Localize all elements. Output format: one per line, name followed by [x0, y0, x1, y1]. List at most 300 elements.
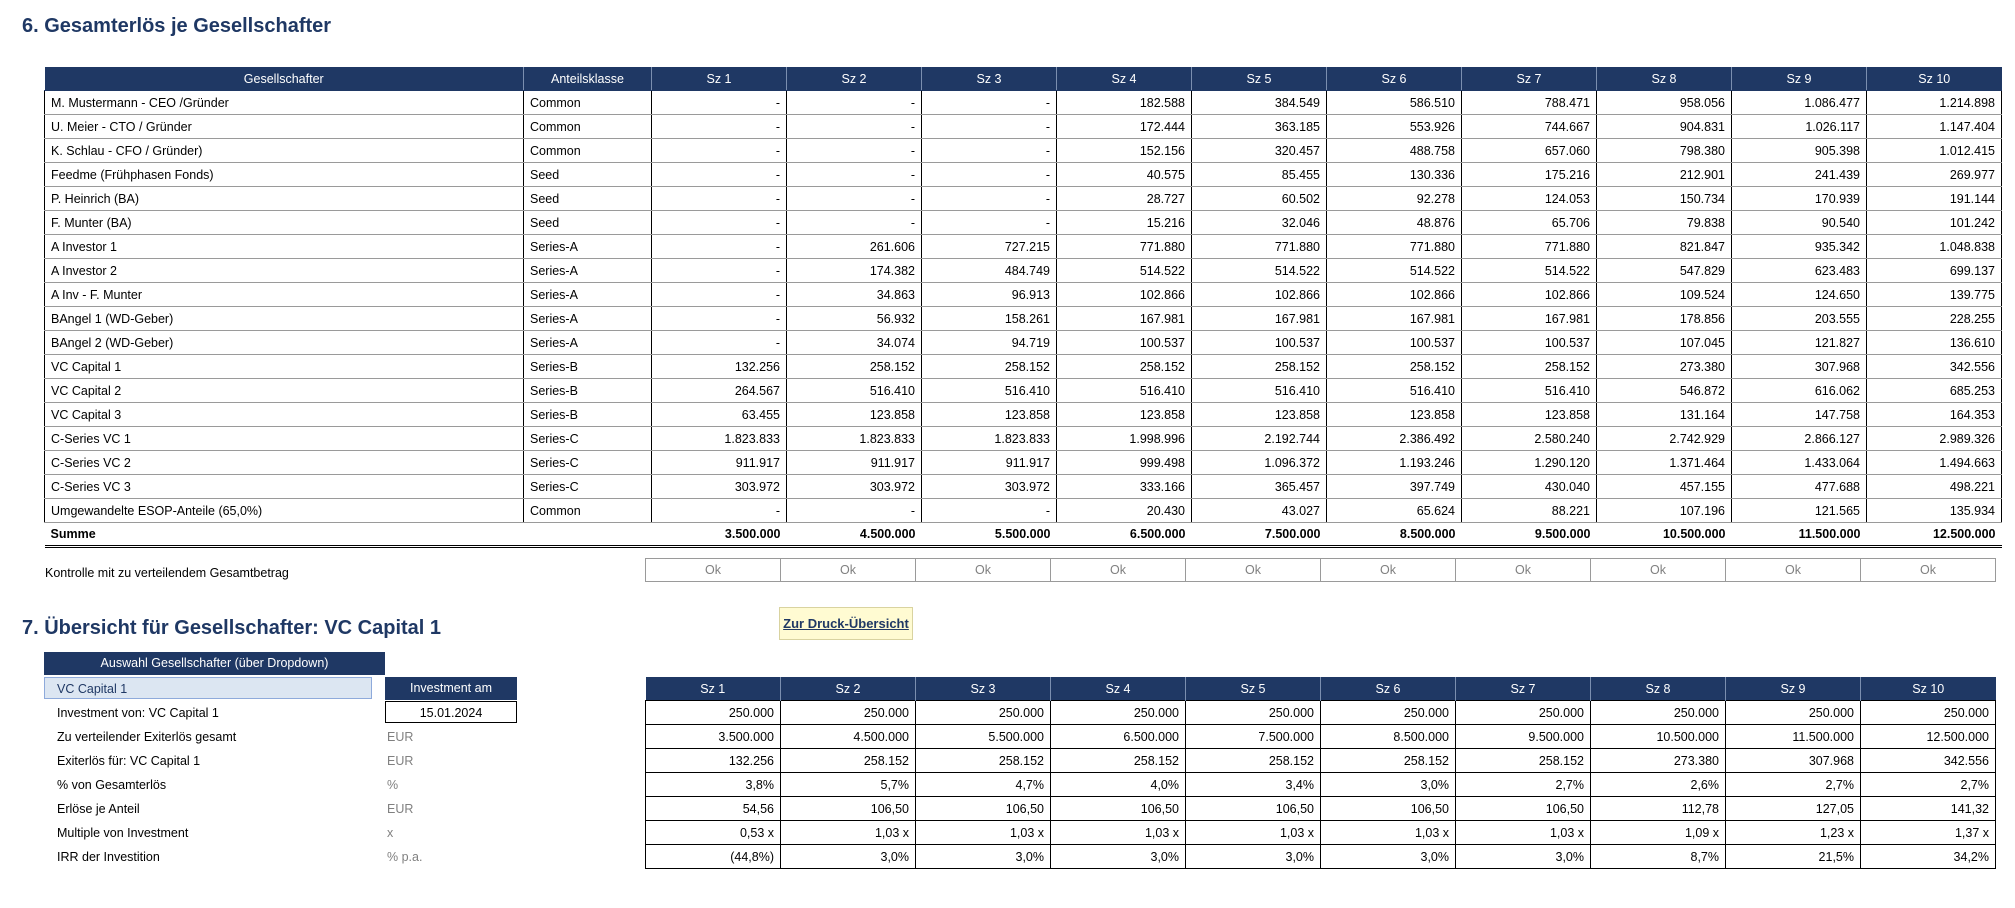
- shareholder-select-header: Auswahl Gesellschafter (über Dropdown): [44, 652, 385, 675]
- scenario-value: 212.901: [1597, 163, 1732, 187]
- column-header: Sz 8: [1591, 677, 1726, 701]
- scenario-value: 1.433.064: [1732, 451, 1867, 475]
- table-row: [45, 379, 2002, 403]
- table-row: [45, 475, 2002, 499]
- scenario-value: 106,50: [1051, 797, 1186, 821]
- scenario-value: 1.086.477: [1732, 91, 1867, 115]
- section-7-title: 7. Übersicht für Gesellschafter: VC Capital 1: [22, 617, 442, 639]
- scenario-value: 273.380: [1591, 749, 1726, 773]
- scenario-value: 821.847: [1597, 235, 1732, 259]
- scenario-value: 1.823.833: [922, 427, 1057, 451]
- scenario-value: 1,23 x: [1726, 821, 1861, 845]
- scenario-value: 1.193.246: [1327, 451, 1462, 475]
- table-row: [646, 797, 1996, 821]
- scenario-value: 484.749: [922, 259, 1057, 283]
- sum-row: [45, 523, 2002, 547]
- scenario-value: 258.152: [1192, 355, 1327, 379]
- scenario-value: 516.410: [1327, 379, 1462, 403]
- scenario-value: -: [787, 139, 922, 163]
- scenario-value: 3,0%: [1456, 845, 1591, 869]
- share-class: Series-A: [524, 283, 652, 307]
- scenario-value: 498.221: [1867, 475, 2002, 499]
- scenario-value: 40.575: [1057, 163, 1192, 187]
- detail-label: IRR der Investition: [57, 850, 160, 864]
- control-cell: Ok: [781, 559, 916, 582]
- scenario-value: 1.998.996: [1057, 427, 1192, 451]
- print-overview-button[interactable]: Zur Druck-Übersicht: [779, 607, 913, 640]
- shareholder-name: VC Capital 2: [45, 379, 524, 403]
- table-row: [646, 821, 1996, 845]
- scenario-value: 258.152: [1462, 355, 1597, 379]
- scenario-value: 96.913: [922, 283, 1057, 307]
- scenario-value: -: [787, 499, 922, 523]
- scenario-value: -: [922, 139, 1057, 163]
- scenario-value: 141,32: [1861, 797, 1996, 821]
- scenario-value: 1.494.663: [1867, 451, 2002, 475]
- table-row: [45, 451, 2002, 475]
- scenario-value: 2.989.326: [1867, 427, 2002, 451]
- scenario-value: 258.152: [1186, 749, 1321, 773]
- scenario-value: 123.858: [1462, 403, 1597, 427]
- scenario-value: 164.353: [1867, 403, 2002, 427]
- column-header: Anteilsklasse: [524, 67, 652, 91]
- scenario-value: 771.880: [1327, 235, 1462, 259]
- shareholder-name: BAngel 2 (WD-Geber): [45, 331, 524, 355]
- scenario-value: 1,03 x: [916, 821, 1051, 845]
- table-row: [45, 283, 2002, 307]
- sum-value: 12.500.000: [1867, 523, 2002, 547]
- scenario-value: 3,0%: [1321, 773, 1456, 797]
- table-row: [646, 701, 1996, 725]
- scenario-value: 32.046: [1192, 211, 1327, 235]
- scenario-value: 3,8%: [646, 773, 781, 797]
- scenario-value: 1,37 x: [1861, 821, 1996, 845]
- column-header: Sz 4: [1051, 677, 1186, 701]
- scenario-value: 85.455: [1192, 163, 1327, 187]
- scenario-value: 9.500.000: [1456, 725, 1591, 749]
- scenario-value: 1.096.372: [1192, 451, 1327, 475]
- scenario-value: 60.502: [1192, 187, 1327, 211]
- scenario-value: 12.500.000: [1861, 725, 1996, 749]
- scenario-value: 303.972: [787, 475, 922, 499]
- shareholder-name: VC Capital 3: [45, 403, 524, 427]
- column-header: Sz 10: [1861, 677, 1996, 701]
- shareholder-name: P. Heinrich (BA): [45, 187, 524, 211]
- scenario-value: 182.588: [1057, 91, 1192, 115]
- scenario-value: 516.410: [922, 379, 1057, 403]
- detail-unit: %: [387, 778, 399, 792]
- scenario-value: -: [922, 211, 1057, 235]
- scenario-value: 92.278: [1327, 187, 1462, 211]
- column-header: Sz 8: [1597, 67, 1732, 91]
- scenario-value: 1.371.464: [1597, 451, 1732, 475]
- scenario-value: 139.775: [1867, 283, 2002, 307]
- scenario-value: -: [787, 115, 922, 139]
- table-header-row: [646, 677, 1996, 701]
- share-class: Series-B: [524, 403, 652, 427]
- share-class: Series-A: [524, 331, 652, 355]
- scenario-value: 744.667: [1462, 115, 1597, 139]
- scenario-value: 269.977: [1867, 163, 2002, 187]
- scenario-value: 516.410: [1057, 379, 1192, 403]
- scenario-value: 131.164: [1597, 403, 1732, 427]
- scenario-value: 130.336: [1327, 163, 1462, 187]
- detail-unit: EUR: [387, 802, 414, 816]
- scenario-value: 1.290.120: [1462, 451, 1597, 475]
- scenario-value: 123.858: [787, 403, 922, 427]
- scenario-value: 106,50: [1456, 797, 1591, 821]
- scenario-value: 2.386.492: [1327, 427, 1462, 451]
- control-cell: Ok: [916, 559, 1051, 582]
- scenario-value: 123.858: [1057, 403, 1192, 427]
- scenario-value: 771.880: [1057, 235, 1192, 259]
- table-row: [45, 499, 2002, 523]
- shareholder-name: U. Meier - CTO / Gründer: [45, 115, 524, 139]
- scenario-value: 264.567: [652, 379, 787, 403]
- sum-empty: [524, 523, 652, 547]
- scenario-value: 1.214.898: [1867, 91, 2002, 115]
- table-row: [45, 403, 2002, 427]
- column-header: Sz 4: [1057, 67, 1192, 91]
- scenario-value: 727.215: [922, 235, 1057, 259]
- scenario-value: 699.137: [1867, 259, 2002, 283]
- scenario-value: 303.972: [652, 475, 787, 499]
- scenario-value: 258.152: [787, 355, 922, 379]
- scenario-value: 514.522: [1327, 259, 1462, 283]
- control-cell: Ok: [1321, 559, 1456, 582]
- scenario-value: 365.457: [1192, 475, 1327, 499]
- scenario-value: 102.866: [1057, 283, 1192, 307]
- share-class: Seed: [524, 163, 652, 187]
- share-class: Common: [524, 91, 652, 115]
- scenario-value: 65.706: [1462, 211, 1597, 235]
- scenario-value: 547.829: [1597, 259, 1732, 283]
- scenario-value: 112,78: [1591, 797, 1726, 821]
- scenario-value: 2,7%: [1861, 773, 1996, 797]
- scenario-value: 121.827: [1732, 331, 1867, 355]
- scenario-value: 2,7%: [1726, 773, 1861, 797]
- scenario-value: -: [652, 115, 787, 139]
- scenario-value: 150.734: [1597, 187, 1732, 211]
- scenario-value: 10.500.000: [1591, 725, 1726, 749]
- scenario-value: 3,0%: [781, 845, 916, 869]
- scenario-value: 1,03 x: [781, 821, 916, 845]
- scenario-value: 514.522: [1462, 259, 1597, 283]
- scenario-value: 106,50: [1186, 797, 1321, 821]
- scenario-value: 48.876: [1327, 211, 1462, 235]
- scenario-value: 258.152: [1057, 355, 1192, 379]
- detail-label: Exiterlös für: VC Capital 1: [57, 754, 201, 768]
- scenario-value: 250.000: [916, 701, 1051, 725]
- scenario-value: 178.856: [1597, 307, 1732, 331]
- shareholder-name: Umgewandelte ESOP-Anteile (65,0%): [45, 499, 524, 523]
- detail-label: % von Gesamterlös: [57, 778, 167, 792]
- scenario-value: -: [652, 331, 787, 355]
- scenario-value: 2,6%: [1591, 773, 1726, 797]
- scenario-value: 172.444: [1057, 115, 1192, 139]
- scenario-value: 94.719: [922, 331, 1057, 355]
- scenario-value: 132.256: [646, 749, 781, 773]
- column-header: Sz 2: [781, 677, 916, 701]
- scenario-value: 79.838: [1597, 211, 1732, 235]
- scenario-value: 3,4%: [1186, 773, 1321, 797]
- scenario-value: 43.027: [1192, 499, 1327, 523]
- scenario-value: 1,03 x: [1186, 821, 1321, 845]
- column-header: Sz 9: [1732, 67, 1867, 91]
- column-header: Sz 10: [1867, 67, 2002, 91]
- share-class: Series-B: [524, 355, 652, 379]
- shareholder-dropdown[interactable]: VC Capital 1: [44, 677, 372, 699]
- scenario-value: 34,2%: [1861, 845, 1996, 869]
- scenario-value: 123.858: [1327, 403, 1462, 427]
- scenario-value: (44,8%): [646, 845, 781, 869]
- scenario-value: 546.872: [1597, 379, 1732, 403]
- scenario-value: 123.858: [922, 403, 1057, 427]
- scenario-value: 109.524: [1597, 283, 1732, 307]
- scenario-value: 102.866: [1192, 283, 1327, 307]
- share-class: Series-C: [524, 475, 652, 499]
- scenario-value: 258.152: [922, 355, 1057, 379]
- scenario-value: -: [922, 499, 1057, 523]
- shareholder-name: C-Series VC 2: [45, 451, 524, 475]
- scenario-value: -: [787, 211, 922, 235]
- scenario-value: -: [652, 139, 787, 163]
- scenario-value: 1.012.415: [1867, 139, 2002, 163]
- scenario-value: 167.981: [1462, 307, 1597, 331]
- share-class: Series-A: [524, 307, 652, 331]
- scenario-value: 363.185: [1192, 115, 1327, 139]
- shareholder-name: K. Schlau - CFO / Gründer): [45, 139, 524, 163]
- shareholder-name: Feedme (Frühphasen Fonds): [45, 163, 524, 187]
- table-row: [45, 115, 2002, 139]
- scenario-value: 999.498: [1057, 451, 1192, 475]
- scenario-value: 100.537: [1462, 331, 1597, 355]
- scenario-value: 384.549: [1192, 91, 1327, 115]
- scenario-value: 1,03 x: [1051, 821, 1186, 845]
- table-row: [646, 773, 1996, 797]
- shareholder-name: VC Capital 1: [45, 355, 524, 379]
- column-header: Sz 2: [787, 67, 922, 91]
- table-row: [45, 211, 2002, 235]
- scenario-value: 3,0%: [1321, 845, 1456, 869]
- scenario-value: 1,03 x: [1321, 821, 1456, 845]
- column-header: Sz 3: [922, 67, 1057, 91]
- share-class: Series-B: [524, 379, 652, 403]
- control-cell: Ok: [1456, 559, 1591, 582]
- scenario-value: 123.858: [1192, 403, 1327, 427]
- column-header: Gesellschafter: [45, 67, 524, 91]
- table-row: [45, 331, 2002, 355]
- column-header: Sz 5: [1192, 67, 1327, 91]
- detail-label: Multiple von Investment: [57, 826, 189, 840]
- scenario-value: 158.261: [922, 307, 1057, 331]
- scenario-value: 11.500.000: [1726, 725, 1861, 749]
- scenario-value: 911.917: [652, 451, 787, 475]
- investment-date-value[interactable]: 15.01.2024: [385, 701, 517, 723]
- scenario-value: 5,7%: [781, 773, 916, 797]
- scenario-value: 250.000: [1051, 701, 1186, 725]
- scenario-value: 170.939: [1732, 187, 1867, 211]
- scenario-value: 191.144: [1867, 187, 2002, 211]
- scenario-value: 261.606: [787, 235, 922, 259]
- shareholder-name: A Inv - F. Munter: [45, 283, 524, 307]
- scenario-value: 553.926: [1327, 115, 1462, 139]
- sum-value: 7.500.000: [1192, 523, 1327, 547]
- scenario-value: 250.000: [1186, 701, 1321, 725]
- scenario-value: 124.053: [1462, 187, 1597, 211]
- sum-value: 9.500.000: [1462, 523, 1597, 547]
- scenario-value: 258.152: [916, 749, 1051, 773]
- scenario-value: 54,56: [646, 797, 781, 821]
- table-row: [45, 427, 2002, 451]
- control-cell: Ok: [646, 559, 781, 582]
- investment-date-header: Investment am: [385, 677, 517, 700]
- sum-value: 10.500.000: [1597, 523, 1732, 547]
- scenario-value: -: [922, 187, 1057, 211]
- scenario-value: 56.932: [787, 307, 922, 331]
- scenario-value: 63.455: [652, 403, 787, 427]
- scenario-value: 88.221: [1462, 499, 1597, 523]
- section-6-title: 6. Gesamterlös je Gesellschafter: [22, 15, 332, 37]
- share-class: Common: [524, 139, 652, 163]
- share-class: Series-A: [524, 259, 652, 283]
- detail-unit: % p.a.: [387, 850, 423, 864]
- scenario-value: 342.556: [1861, 749, 1996, 773]
- shareholder-name: M. Mustermann - CEO /Gründer: [45, 91, 524, 115]
- scenario-value: 397.749: [1327, 475, 1462, 499]
- table-row: [646, 749, 1996, 773]
- shareholder-name: A Investor 2: [45, 259, 524, 283]
- scenario-value: 8,7%: [1591, 845, 1726, 869]
- scenario-value: 2.192.744: [1192, 427, 1327, 451]
- shareholder-overview-table: [645, 677, 1996, 869]
- scenario-value: 477.688: [1732, 475, 1867, 499]
- table-row: [45, 163, 2002, 187]
- scenario-value: -: [652, 235, 787, 259]
- scenario-value: 34.074: [787, 331, 922, 355]
- detail-unit: EUR: [387, 754, 414, 768]
- scenario-value: 1.048.838: [1867, 235, 2002, 259]
- scenario-value: 167.981: [1327, 307, 1462, 331]
- sum-value: 8.500.000: [1327, 523, 1462, 547]
- scenario-value: 430.040: [1462, 475, 1597, 499]
- scenario-value: 488.758: [1327, 139, 1462, 163]
- scenario-value: 65.624: [1327, 499, 1462, 523]
- scenario-value: -: [652, 259, 787, 283]
- scenario-value: 457.155: [1597, 475, 1732, 499]
- shareholder-name: F. Munter (BA): [45, 211, 524, 235]
- column-header: Sz 3: [916, 677, 1051, 701]
- column-header: Sz 6: [1321, 677, 1456, 701]
- scenario-value: 273.380: [1597, 355, 1732, 379]
- share-class: Common: [524, 499, 652, 523]
- detail-label: Investment von: VC Capital 1: [57, 706, 219, 720]
- scenario-value: 250.000: [1726, 701, 1861, 725]
- share-class: Seed: [524, 211, 652, 235]
- scenario-value: 3,0%: [916, 845, 1051, 869]
- scenario-value: 788.471: [1462, 91, 1597, 115]
- scenario-value: 100.537: [1057, 331, 1192, 355]
- scenario-value: 303.972: [922, 475, 1057, 499]
- scenario-value: 3,0%: [1186, 845, 1321, 869]
- scenario-value: 175.216: [1462, 163, 1597, 187]
- scenario-value: -: [652, 283, 787, 307]
- scenario-value: -: [652, 499, 787, 523]
- scenario-value: 135.934: [1867, 499, 2002, 523]
- scenario-value: -: [652, 211, 787, 235]
- scenario-value: 2.580.240: [1462, 427, 1597, 451]
- scenario-value: 174.382: [787, 259, 922, 283]
- scenario-value: 798.380: [1597, 139, 1732, 163]
- scenario-value: 127,05: [1726, 797, 1861, 821]
- share-class: Seed: [524, 187, 652, 211]
- scenario-value: 1.823.833: [652, 427, 787, 451]
- control-cell: Ok: [1726, 559, 1861, 582]
- scenario-value: 771.880: [1192, 235, 1327, 259]
- sum-value: 11.500.000: [1732, 523, 1867, 547]
- scenario-value: 167.981: [1192, 307, 1327, 331]
- scenario-value: 102.866: [1462, 283, 1597, 307]
- scenario-value: 90.540: [1732, 211, 1867, 235]
- scenario-value: 250.000: [1456, 701, 1591, 725]
- scenario-value: 623.483: [1732, 259, 1867, 283]
- scenario-value: 307.968: [1732, 355, 1867, 379]
- column-header: Sz 6: [1327, 67, 1462, 91]
- control-cell: Ok: [1186, 559, 1321, 582]
- scenario-value: 5.500.000: [916, 725, 1051, 749]
- table-row: [45, 187, 2002, 211]
- detail-label: Zu verteilender Exiterlös gesamt: [57, 730, 237, 744]
- sum-label: Summe: [45, 523, 524, 547]
- scenario-value: 167.981: [1057, 307, 1192, 331]
- scenario-value: 258.152: [1456, 749, 1591, 773]
- scenario-value: 106,50: [916, 797, 1051, 821]
- table-row: [646, 845, 1996, 869]
- scenario-value: -: [922, 163, 1057, 187]
- detail-label: Erlöse je Anteil: [57, 802, 140, 816]
- scenario-value: -: [652, 307, 787, 331]
- scenario-value: 3,0%: [1051, 845, 1186, 869]
- column-header: Sz 1: [652, 67, 787, 91]
- scenario-value: -: [652, 163, 787, 187]
- table-row: [45, 235, 2002, 259]
- scenario-value: 586.510: [1327, 91, 1462, 115]
- column-header: Sz 7: [1462, 67, 1597, 91]
- scenario-value: 320.457: [1192, 139, 1327, 163]
- scenario-value: 250.000: [646, 701, 781, 725]
- sum-value: 3.500.000: [652, 523, 787, 547]
- scenario-value: 935.342: [1732, 235, 1867, 259]
- scenario-value: -: [922, 91, 1057, 115]
- scenario-value: 258.152: [781, 749, 916, 773]
- scenario-value: 514.522: [1057, 259, 1192, 283]
- scenario-value: 100.537: [1327, 331, 1462, 355]
- scenario-value: 4,7%: [916, 773, 1051, 797]
- scenario-value: 1.026.117: [1732, 115, 1867, 139]
- shareholder-name: C-Series VC 1: [45, 427, 524, 451]
- table-row: [646, 725, 1996, 749]
- scenario-value: -: [652, 187, 787, 211]
- scenario-value: 241.439: [1732, 163, 1867, 187]
- share-class: Series-C: [524, 451, 652, 475]
- sum-value: 4.500.000: [787, 523, 922, 547]
- scenario-value: 8.500.000: [1321, 725, 1456, 749]
- shareholder-proceeds-table: [44, 67, 2002, 548]
- scenario-value: -: [922, 115, 1057, 139]
- control-cell: Ok: [1051, 559, 1186, 582]
- column-header: Sz 9: [1726, 677, 1861, 701]
- scenario-value: 771.880: [1462, 235, 1597, 259]
